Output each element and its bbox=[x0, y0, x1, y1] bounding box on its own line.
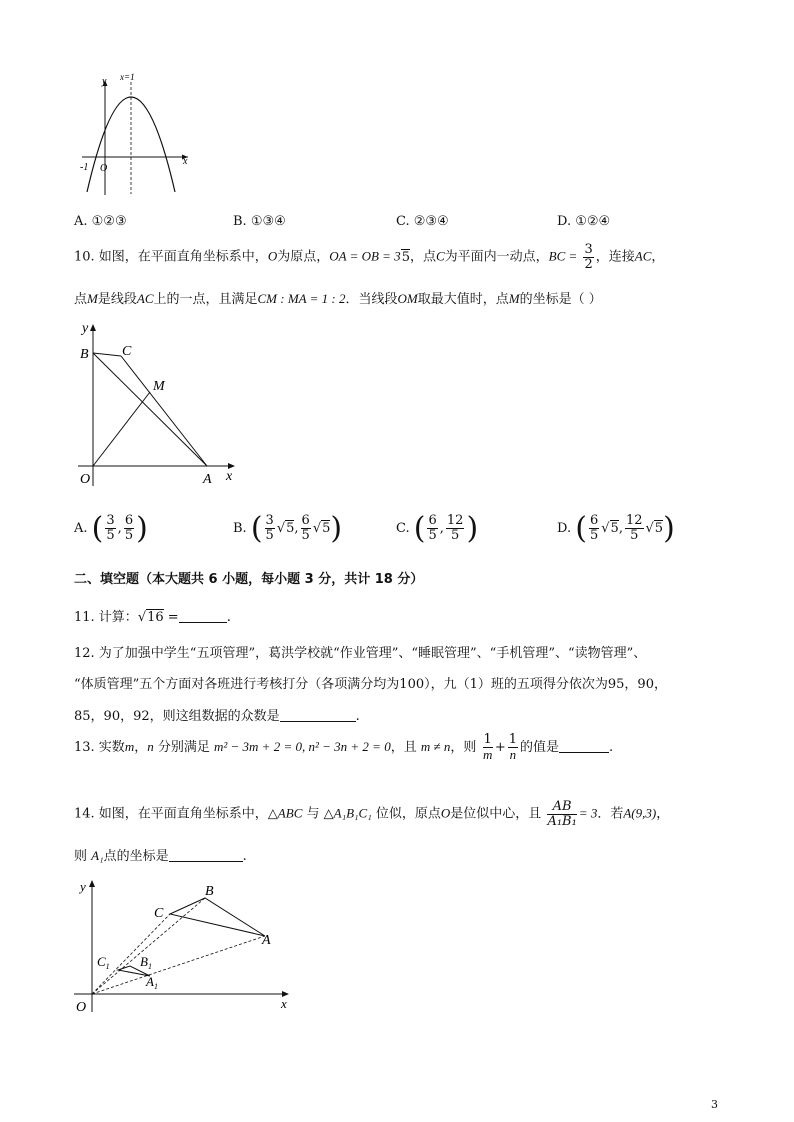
ray-oa bbox=[92, 936, 265, 994]
segment-om bbox=[93, 392, 150, 466]
q10-option-a[interactable]: A. ( $\frac{3}{5}$ , $\frac{6}{5}$ ) bbox=[74, 511, 148, 546]
point-b-label: B bbox=[205, 884, 214, 899]
q13-line: 13. 实数m，n 分别满足 m² − 3m + 2 = 0, n² − 3n + 2 = 0，且 m ≠ n，则 $\frac{1}{m}$ + $\frac{1}{n}$ 的值是 . bbox=[74, 732, 614, 762]
q9-option-a[interactable]: A. ①②③ bbox=[74, 214, 127, 229]
point-a-label: A bbox=[262, 933, 271, 948]
sqrt-16: 16 bbox=[147, 610, 164, 625]
point-c-label: C bbox=[122, 344, 132, 359]
page-number: 3 bbox=[711, 1098, 718, 1111]
q10-option-d[interactable]: D. ( $\frac{6}{5}$ √5, $\frac{12}{5}$ √5) bbox=[557, 511, 675, 546]
x-label: x bbox=[226, 469, 233, 484]
q10-line-2: 点M是线段AC上的一点，且满足CM : MA = 1 : 2．当线段OM取最大值时，点M的坐标是（ ） bbox=[74, 291, 602, 307]
segment-ba bbox=[93, 353, 207, 466]
q10-option-c[interactable]: C. ( $\frac{6}{5}$ , $\frac{12}{5}$ ) bbox=[396, 511, 479, 546]
parabola-figure bbox=[76, 70, 196, 200]
y-axis-arrow bbox=[89, 880, 95, 887]
x-axis-label: x bbox=[183, 156, 188, 167]
q10-option-b[interactable]: B. ( $\frac{3}{5}$ √5, $\frac{6}{5}$ √5) bbox=[233, 511, 343, 546]
q10-line-1: 10. 如图，在平面直角坐标系中，O为原点，OA = OB = 35，点C为平面内一动点，BC = $\frac{3}{2}$ ，连接AC， bbox=[74, 242, 665, 272]
triangle-abc bbox=[170, 898, 265, 936]
point-a1-label: $A_1$ bbox=[146, 974, 158, 991]
q9-option-c[interactable]: C. ②③④ bbox=[396, 214, 449, 229]
q12-line-1: 12. 为了加强中学生“五项管理”，葛洪学校就“作业管理”、“睡眠管理”、“手机管理”、“读物管理”、 bbox=[74, 646, 647, 661]
q13-answer-blank[interactable] bbox=[559, 740, 609, 753]
q14-line-2: 则 A₁点的坐标是 . bbox=[74, 848, 247, 864]
q14-line-1: 14. 如图，在平面直角坐标系中，△ABC 与 △A₁B₁C₁ 位似，原点O是位似中心，且 $\frac{AB}{\text{A₁B₁}}$ = 3．若A(9,3)， bbox=[74, 799, 670, 829]
neg-one-label: -1 bbox=[80, 162, 89, 173]
symmetry-label: x=1 bbox=[120, 72, 135, 82]
y-axis-arrow bbox=[90, 324, 96, 331]
fraction-3-2: $\frac{3}{2}$ bbox=[584, 242, 593, 272]
point-b1-label: $B_1$ bbox=[140, 954, 152, 971]
sqrt-5: 5 bbox=[401, 249, 410, 265]
origin-label: O bbox=[76, 1000, 87, 1015]
q9-option-b[interactable]: B. ①③④ bbox=[233, 214, 286, 229]
point-a-label: A bbox=[203, 472, 212, 487]
point-b-label: B bbox=[80, 347, 89, 362]
q14-answer-blank[interactable] bbox=[169, 849, 243, 862]
point-m-label: M bbox=[153, 379, 165, 394]
point-c-label: C bbox=[154, 906, 164, 921]
y-label: y bbox=[80, 879, 86, 894]
q14-figure bbox=[72, 872, 298, 1018]
origin-label: O bbox=[80, 472, 91, 487]
y-axis-label: y bbox=[102, 76, 107, 87]
point-c1-label: $C_1$ bbox=[97, 954, 110, 971]
q10-figure bbox=[74, 318, 244, 490]
q9-option-d[interactable]: D. ①②④ bbox=[557, 214, 611, 229]
q12-line-2: “体质管理”五个方面对各班进行考核打分（各项满分均为100），九（1）班的五项得分依次为95，90， bbox=[74, 677, 667, 692]
segment-ca bbox=[121, 356, 207, 466]
q11-answer-blank[interactable] bbox=[179, 610, 227, 623]
origin-label: O bbox=[100, 163, 108, 174]
x-label: x bbox=[281, 996, 287, 1011]
q11-line: 11. 计算：√16 = . bbox=[74, 610, 231, 625]
q12-answer-blank[interactable] bbox=[280, 709, 356, 722]
section-2-heading: 二、填空题（本大题共 6 小题，每小题 3 分，共计 18 分） bbox=[74, 572, 424, 587]
y-label: y bbox=[82, 321, 89, 336]
segment-bc bbox=[93, 353, 121, 356]
q12-line-3: 85，90，92，则这组数据的众数是 . bbox=[74, 709, 360, 724]
